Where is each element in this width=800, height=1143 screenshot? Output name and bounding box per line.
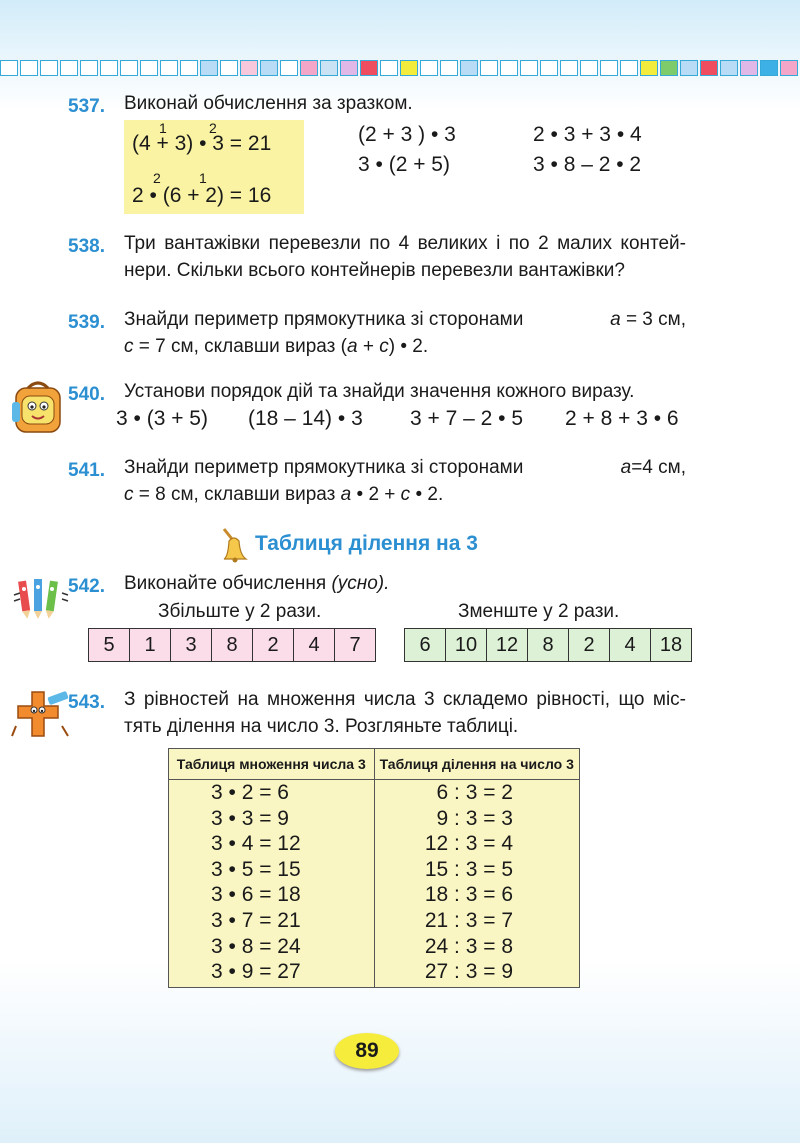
sample-1-order-1: 1	[159, 120, 167, 136]
strip-cell	[140, 60, 158, 76]
section-title: Таблиця ділення на 3	[255, 532, 478, 555]
label-decrease: Зменште у 2 рази.	[458, 601, 620, 622]
number-box: 4	[610, 629, 651, 661]
multiplication-equation: 3 • 8 = 24	[211, 934, 301, 958]
number-box: 18	[659, 633, 683, 656]
task-542-instruction: Виконайте обчислення	[124, 573, 327, 594]
task-541-text: • 2.	[410, 484, 444, 505]
task-538-line-2: нери. Скільки всього контейнерів перевезли вантажівки?	[124, 260, 625, 281]
task-540-expression: 3 • (3 + 5)	[116, 407, 208, 430]
increase-row	[88, 628, 376, 662]
backpack-icon	[10, 378, 66, 436]
multiplication-division-table	[168, 748, 580, 988]
multiplication-equation: 3 • 7 = 21	[211, 908, 301, 932]
task-537-expression: 3 • (2 + 5)	[358, 153, 450, 176]
strip-cell	[400, 60, 418, 76]
task-537-expression: 3 • 8 – 2 • 2	[533, 153, 642, 176]
division-equation: 27 : 3 = 9	[424, 960, 513, 984]
decrease-row	[404, 628, 692, 662]
variable-c: с	[400, 484, 411, 505]
strip-cell	[320, 60, 338, 76]
strip-cell	[540, 60, 558, 76]
plus-character-icon	[10, 686, 72, 744]
table-header-division: Таблиця ділення на число 3	[374, 749, 580, 780]
operator: +	[357, 336, 380, 357]
task-541-value: =4 см,	[631, 457, 686, 478]
division-equation: 6 : 3 = 2	[436, 781, 513, 804]
number-box: 1	[130, 629, 171, 661]
number-box: 8	[212, 629, 253, 661]
task-543-line-2: тять ділення на число 3. Розгляньте таблиці.	[124, 716, 519, 737]
task-539-text: ) • 2.	[388, 336, 429, 357]
task-543-number: 543.	[68, 692, 105, 713]
strip-cell	[200, 60, 218, 76]
number-box: 12	[487, 629, 528, 661]
page-number: 89	[335, 1033, 399, 1069]
task-540-expression: 3 + 7 – 2 • 5	[410, 407, 524, 430]
task-539-text: = 7 см, склавши вираз (	[138, 336, 347, 357]
number-box: 2	[569, 629, 610, 661]
task-540-number: 540.	[68, 384, 105, 405]
task-541-text: Знайди периметр прямокутника зі сторонами	[124, 457, 524, 478]
task-541-text: = 8 см, склавши вираз	[133, 484, 341, 505]
division-equation: 21 : 3 = 7	[424, 908, 513, 932]
division-equation: 24 : 3 = 8	[424, 934, 513, 958]
task-537-number: 537.	[68, 96, 105, 117]
task-539-line-2	[124, 333, 428, 360]
strip-cell	[580, 60, 598, 76]
strip-cell	[600, 60, 618, 76]
number-box: 3	[171, 629, 212, 661]
task-542-text	[124, 570, 389, 597]
strip-cell	[220, 60, 238, 76]
strip-cell	[160, 60, 178, 76]
multiplication-equation: 3 • 5 = 15	[211, 857, 301, 881]
bell-icon	[220, 527, 250, 563]
task-537-text: Виконай обчислення за зразком.	[124, 93, 413, 114]
task-539-number: 539.	[68, 312, 105, 333]
task-543-line-1: З рівностей на множення числа 3 складемо рівності, що міс-	[124, 689, 686, 710]
strip-cell	[520, 60, 538, 76]
strip-cell	[760, 60, 778, 76]
division-equation: 15 : 3 = 5	[424, 857, 513, 881]
strip-cell	[780, 60, 798, 76]
strip-cell	[560, 60, 578, 76]
strip-cell	[80, 60, 98, 76]
strip-cell	[40, 60, 58, 76]
task-541-line-2	[124, 481, 443, 508]
strip-cell	[300, 60, 318, 76]
multiplication-column	[169, 780, 375, 988]
variable-c: с	[379, 336, 389, 357]
division-equation: 9 : 3 = 3	[436, 806, 513, 830]
strip-cell	[660, 60, 678, 76]
variable-a: а	[610, 309, 621, 330]
variable-c: с	[124, 336, 134, 357]
task-542-number: 542.	[68, 576, 105, 597]
multiplication-equation: 3 • 3 = 9	[211, 806, 289, 830]
strip-cell	[500, 60, 518, 76]
decorative-strip	[0, 60, 800, 80]
task-537-expression: (2 + 3 ) • 3	[358, 123, 456, 146]
strip-cell	[360, 60, 378, 76]
number-box: 6	[405, 629, 446, 661]
strip-cell	[100, 60, 118, 76]
variable-c: с	[124, 484, 134, 505]
number-box: 8	[528, 629, 569, 661]
label-increase: Збільште у 2 рази.	[158, 601, 322, 622]
task-538-number: 538.	[68, 236, 105, 257]
sample-expression-2: 2 • (6 + 2) = 16	[132, 184, 272, 207]
multiplication-equation: 3 • 4 = 12	[211, 832, 301, 856]
variable-a: а	[340, 484, 352, 505]
strip-cell	[120, 60, 138, 76]
division-column	[374, 780, 580, 988]
strip-cell	[640, 60, 658, 76]
task-538-line-1: Три вантажівки перевезли по 4 великих і по 2 малих контей-	[124, 233, 686, 254]
strip-cell	[260, 60, 278, 76]
strip-cell	[680, 60, 698, 76]
strip-cell	[480, 60, 498, 76]
task-539-line-1	[124, 306, 686, 333]
number-box: 10	[446, 629, 487, 661]
task-542-instruction-note: (усно).	[331, 573, 390, 594]
task-540-expression: (18 – 14) • 3	[248, 407, 363, 430]
strip-cell	[280, 60, 298, 76]
division-equation: 12 : 3 = 4	[424, 832, 513, 856]
strip-cell	[720, 60, 738, 76]
strip-cell	[240, 60, 258, 76]
strip-cell	[180, 60, 198, 76]
division-equation: 18 : 3 = 6	[424, 883, 513, 907]
number-box: 4	[294, 629, 335, 661]
strip-cell	[0, 60, 18, 76]
table-header-multiplication: Таблиця множення числа 3	[169, 749, 375, 780]
strip-cell	[420, 60, 438, 76]
pencils-icon	[12, 575, 70, 619]
strip-cell	[740, 60, 758, 76]
sample-box	[124, 120, 304, 214]
sample-expression-1: (4 + 3) • 3 = 21	[132, 132, 272, 155]
task-541-line-1	[124, 454, 686, 481]
number-box: 5	[89, 629, 130, 661]
variable-a: а	[620, 457, 632, 478]
task-539-value: = 3 см,	[625, 309, 686, 330]
task-537-expression: 2 • 3 + 3 • 4	[533, 123, 642, 146]
number-box: 7	[349, 633, 361, 656]
sample-1-order-2: 2	[209, 120, 217, 136]
variable-a: а	[346, 336, 358, 357]
task-541-number: 541.	[68, 460, 105, 481]
task-539-text: Знайди периметр прямокутника зі сторонами	[124, 309, 524, 330]
task-540-text: Установи порядок дій та знайди значення кожного виразу.	[124, 381, 635, 402]
strip-cell	[440, 60, 458, 76]
multiplication-equation: 3 • 9 = 27	[211, 960, 301, 984]
strip-cell	[340, 60, 358, 76]
sample-2-order-2: 1	[199, 170, 207, 186]
multiplication-equation: 3 • 2 = 6	[211, 781, 289, 804]
task-541-text: • 2 +	[351, 484, 401, 505]
sample-2-order-1: 2	[153, 170, 161, 186]
strip-cell	[380, 60, 398, 76]
strip-cell	[20, 60, 38, 76]
strip-cell	[460, 60, 478, 76]
number-box: 2	[253, 629, 294, 661]
strip-cell	[700, 60, 718, 76]
strip-cell	[620, 60, 638, 76]
multiplication-equation: 3 • 6 = 18	[211, 883, 301, 907]
task-540-expression: 2 + 8 + 3 • 6	[565, 407, 679, 430]
strip-cell	[60, 60, 78, 76]
